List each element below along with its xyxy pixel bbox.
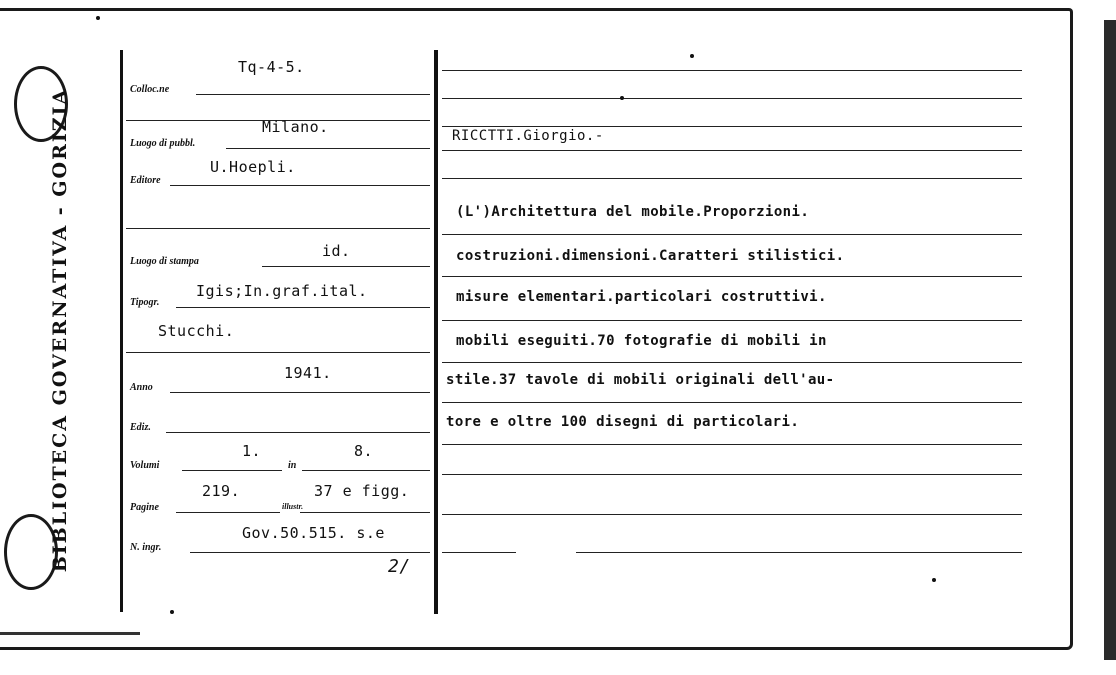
tipografia-label: Tipogr.: [130, 297, 160, 308]
rule: [442, 98, 1022, 99]
tipografia-value-line2: Stucchi.: [158, 322, 235, 340]
luogo-stampa-label: Luogo di stampa: [130, 256, 199, 267]
rule: [442, 70, 1022, 71]
volumi-value: 1.: [242, 442, 262, 460]
ediz-label: Ediz.: [130, 422, 151, 433]
pagine-value: 219.: [202, 482, 241, 500]
speck: [96, 16, 100, 20]
rule: [176, 307, 430, 308]
scan-edge: [1104, 20, 1116, 660]
anno-label: Anno: [130, 382, 153, 393]
left-margin-line: [120, 50, 123, 612]
rule: [442, 402, 1022, 403]
n-ingr-label: N. ingr.: [130, 542, 162, 553]
description-line-5: stile.37 tavole di mobili originali dell'au-: [446, 372, 835, 388]
luogo-pubbl-label: Luogo di pubbl.: [130, 138, 196, 149]
rule: [442, 552, 516, 553]
library-stamp: BIBLIOTECA GOVERNATIVA - GORIZIA: [49, 87, 71, 573]
rule: [196, 94, 430, 95]
rule: [190, 552, 430, 553]
n-ingr-value: Gov.50.515. s.e: [242, 524, 385, 542]
rule: [262, 266, 430, 267]
editore-label: Editore: [130, 175, 161, 186]
rule: [442, 444, 1022, 445]
description-line-1: (L')Architettura del mobile.Proporzioni.: [456, 204, 810, 220]
rule: [126, 352, 430, 353]
rule: [442, 150, 1022, 151]
rule: [442, 514, 1022, 515]
rule: [166, 432, 430, 433]
speck: [620, 96, 624, 100]
description-line-2: costruzioni.dimensioni.Caratteri stilistici.: [456, 248, 845, 264]
volumi-in-label: in: [288, 460, 297, 471]
volumi-in-value: 8.: [354, 442, 374, 460]
rule: [442, 234, 1022, 235]
rule: [442, 320, 1022, 321]
description-line-4: mobili eseguiti.70 fotografie di mobili in: [456, 333, 827, 349]
rule: [576, 552, 1022, 553]
rule: [442, 178, 1022, 179]
collocazione-value: Tq-4-5.: [238, 58, 305, 76]
author-heading: RICCTTI.Giorgio.-: [452, 128, 604, 144]
speck: [170, 610, 174, 614]
rule: [170, 185, 430, 186]
illustr-label: illustr.: [282, 502, 304, 511]
rule: [182, 470, 282, 471]
rule: [442, 474, 1022, 475]
rule: [442, 126, 1022, 127]
rule: [170, 392, 430, 393]
description-line-3: misure elementari.particolari costruttivi.: [456, 289, 827, 305]
rule: [302, 470, 430, 471]
center-divider-line: [434, 50, 438, 614]
rule: [126, 228, 430, 229]
description-line-6: tore e oltre 100 disegni di particolari.: [446, 414, 800, 430]
rule: [226, 148, 430, 149]
pagine-label: Pagine: [130, 502, 159, 513]
illustr-value: 37 e figg.: [314, 482, 410, 500]
rule: [300, 512, 430, 513]
rule: [442, 362, 1022, 363]
speck: [932, 578, 936, 582]
collocazione-label: Colloc.ne: [130, 84, 170, 95]
editore-value: U.Hoepli.: [210, 158, 296, 176]
anno-value: 1941.: [284, 364, 332, 382]
speck: [690, 54, 694, 58]
rule: [176, 512, 280, 513]
luogo-stampa-value: id.: [322, 242, 351, 260]
volumi-label: Volumi: [130, 460, 160, 471]
tipografia-value-line1: Igis;In.graf.ital.: [196, 282, 368, 300]
handwritten-mark: 2/: [388, 556, 411, 577]
luogo-pubbl-value: Milano.: [262, 118, 329, 136]
scan-artifact: [0, 632, 140, 635]
rule: [442, 276, 1022, 277]
